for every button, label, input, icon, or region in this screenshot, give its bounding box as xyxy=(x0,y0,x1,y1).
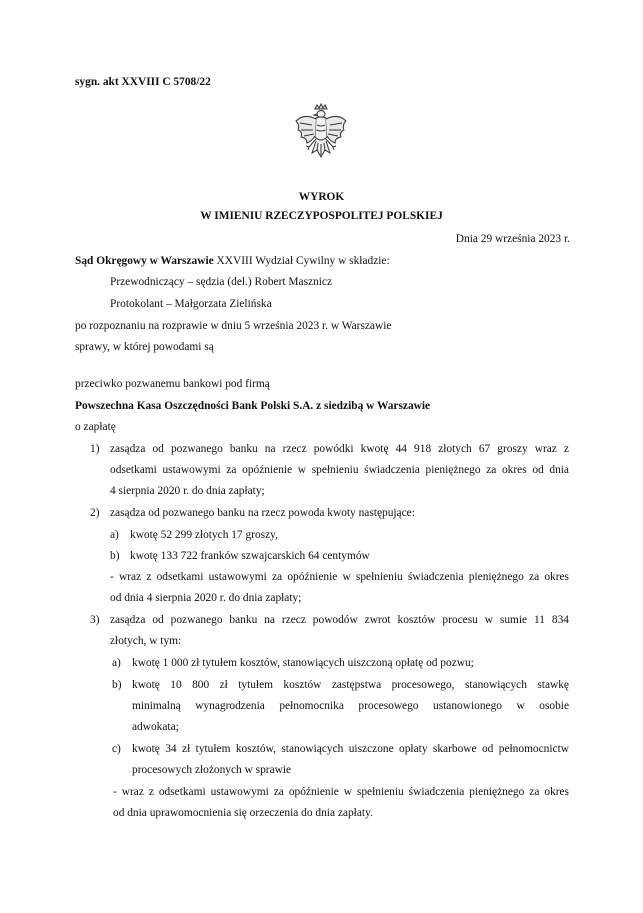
court-name: Sąd Okręgowy w Warszawie xyxy=(75,255,214,267)
hearing-line: po rozpoznaniu na rozprawie w dniu 5 września 2023 r. w Warszawie xyxy=(75,320,392,332)
item-3b-line-2: minimalną wynagrodzenia pełnomocnika procesowego ustanowionego w osobie xyxy=(132,700,569,712)
subject-line: o zapłatę xyxy=(75,421,116,433)
item-2-number: 2) xyxy=(90,507,100,519)
item-2a-marker: a) xyxy=(110,529,119,541)
item-3c-line-2: procesowych złożonych w sprawie xyxy=(132,764,292,776)
item-3b-marker: b) xyxy=(112,679,122,691)
item-2a-text: kwotę 52 299 złotych 17 groszy, xyxy=(130,529,278,541)
item-2b-text: kwotę 133 722 franków szwajcarskich 64 centymów xyxy=(130,550,370,562)
case-number: sygn. akt XXVIII C 5708/22 xyxy=(75,76,211,88)
court-clerk: Protokolant – Małgorzata Zielińska xyxy=(110,298,272,310)
judgment-title: WYROK xyxy=(298,191,345,203)
item-3-line-1: zasądza od pozwanego banku na rzecz powodów zwrot kosztów procesu w sumie 11 834 xyxy=(110,614,569,626)
item-3a-marker: a) xyxy=(112,657,121,669)
polish-eagle-emblem-icon xyxy=(292,103,350,163)
item-2-tail-1: - wraz z odsetkami ustawowymi za opóźnienie w spełnieniu świadczenia pieniężnego za okres xyxy=(110,571,569,583)
item-3a-text: kwotę 1 000 zł tytułem kosztów, stanowiących uiszczoną opłatę od pozwu; xyxy=(132,657,474,669)
against-line: przeciwko pozwanemu bankowi pod firmą xyxy=(75,378,270,390)
item-3-tail-1: - wraz z odsetkami ustawowymi za opóźnienie w spełnieniu świadczenia pieniężnego za okres xyxy=(113,786,569,798)
item-3-line-2: złotych, w tym: xyxy=(110,635,182,647)
item-3b-line-1: kwotę 10 800 zł tytułem kosztów zastępstwa procesowego, stanowiących stawkę xyxy=(132,679,569,691)
item-2-line-1: zasądza od pozwanego banku na rzecz powoda kwoty następujące: xyxy=(110,507,415,519)
defendant-name: Powszechna Kasa Oszczędności Bank Polski S.A. z siedzibą w Warszawie xyxy=(75,400,431,412)
item-3-number: 3) xyxy=(90,614,100,626)
item-3-tail-2: od dnia uprawomocnienia się orzeczenia do dnia zapłaty. xyxy=(113,807,373,819)
item-1-number: 1) xyxy=(90,443,100,455)
item-3c-marker: c) xyxy=(112,743,121,755)
item-3b-line-3: adwokata; xyxy=(132,721,179,733)
item-3c-line-1: kwotę 34 zł tytułem kosztów, stanowiących uiszczone opłaty skarbowe od pełnomocnictw xyxy=(132,743,569,755)
judgment-subtitle: W IMIENIU RZECZYPOSPOLITEJ POLSKIEJ xyxy=(200,210,443,222)
presiding-judge: Przewodniczący – sędzia (del.) Robert Masznicz xyxy=(110,276,333,288)
item-2b-marker: b) xyxy=(110,550,120,562)
item-1-line-3: 4 sierpnia 2020 r. do dnia zapłaty; xyxy=(110,485,265,497)
judgment-date: Dnia 29 września 2023 r. xyxy=(455,233,570,245)
item-1-line-2: odsetkami ustawowymi za opóźnienie w spełnieniu świadczenia pieniężnego za okres od dnia xyxy=(110,464,569,476)
item-2-tail-2: od dnia 4 sierpnia 2020 r. do dnia zapłaty; xyxy=(110,592,302,604)
case-line: sprawy, w której powodami są xyxy=(75,341,214,353)
item-1-line-1: zasądza od pozwanego banku na rzecz powódki kwotę 44 918 złotych 67 groszy wraz z xyxy=(110,443,569,455)
court-line xyxy=(75,255,390,267)
court-division: XXVIII Wydział Cywilny w składzie: xyxy=(213,255,390,267)
